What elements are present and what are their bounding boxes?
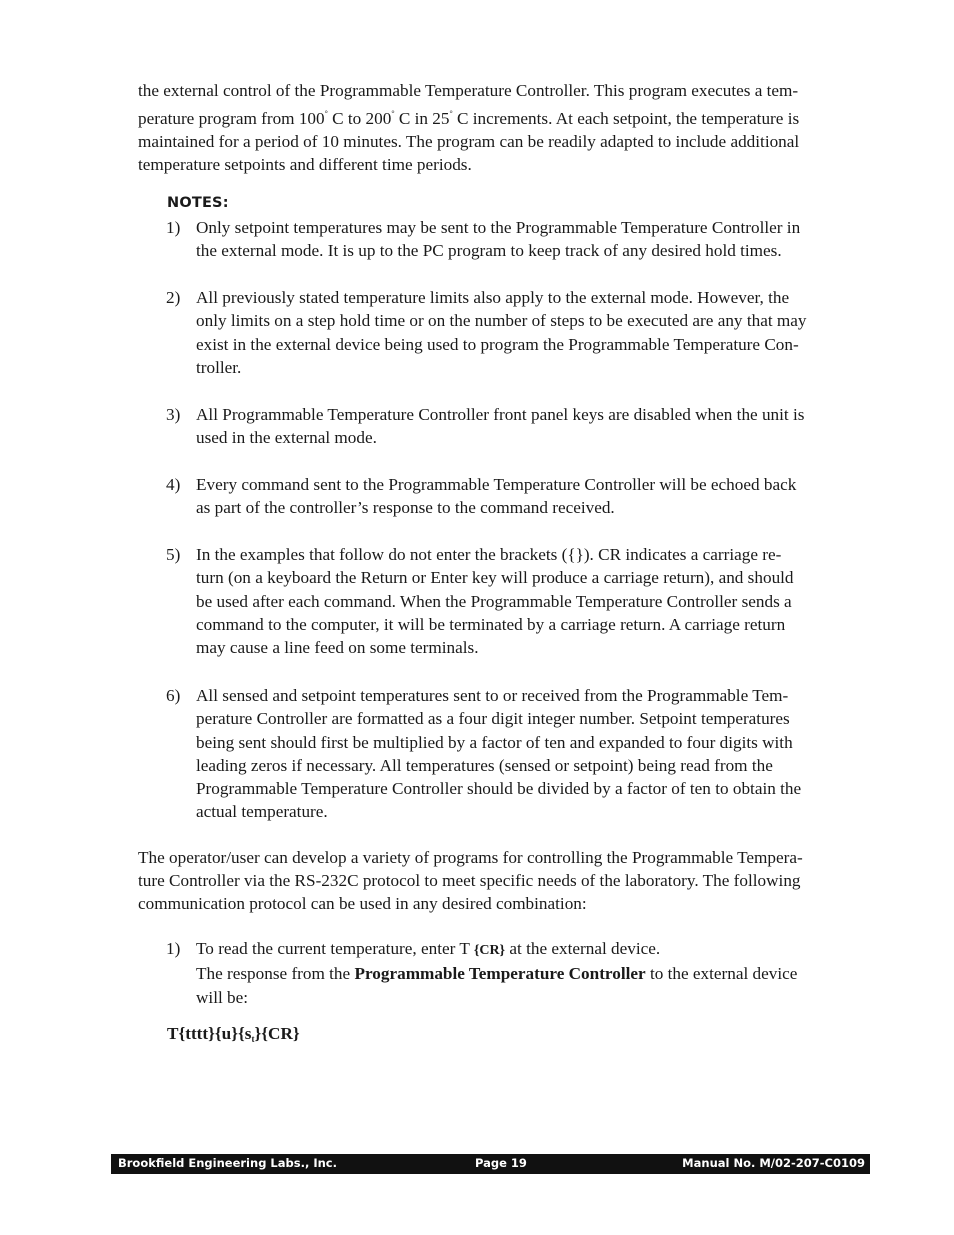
note-number: 1) bbox=[166, 218, 181, 237]
page-footer bbox=[111, 1154, 870, 1174]
protocol-intro-paragraph: The operator/user can develop a variety of programs for controlling the Programmable Tempera- ture Controller via the RS-232C protocol to meet specific needs of the laboratory. The following communication protocol can be used in any desired combination: bbox=[138, 848, 803, 913]
note-text: Every command sent to the Programmable Temperature Controller will be echoed back as part of the controller’s response to the command received. bbox=[196, 475, 797, 518]
intro-line-1: the external control of the Programmable Temperature Controller. This program executes a tem- bbox=[138, 81, 799, 100]
note-text: All Programmable Temperature Controller front panel keys are disabled when the unit is used in the external mode. bbox=[196, 405, 805, 448]
response-format-code: $T\{tttt\}\{u\}\{s_t\}\{CR\}$ bbox=[167, 1024, 300, 1044]
note-number: 5) bbox=[166, 545, 181, 564]
notes-heading: NOTES: bbox=[167, 195, 229, 211]
intro-paragraph bbox=[138, 79, 866, 176]
note-text: All previously stated temperature limits also apply to the external mode. However, the only limits on a step hold time or on the number of steps to be executed are any that may exist in the external device being used to program the Programmable Temperature Con- troller. bbox=[196, 288, 807, 377]
note-text: Only setpoint temperatures may be sent to the Programmable Temperature Controller in the external mode. It is up to the PC program to keep track of any desired hold times. bbox=[196, 218, 801, 261]
intro-line-2: perature program from 100° C to 200° C in 25° C increments. At each setpoint, the temperature is bbox=[138, 109, 800, 128]
intro-line-4: temperature setpoints and different time periods. bbox=[138, 155, 472, 174]
degree-symbol: ° bbox=[391, 109, 395, 118]
protocol-text: To read the current temperature, enter T {CR} at the external device. The response from the Programmable Temperature Controller to the external device will be: bbox=[196, 939, 798, 1007]
note-number: 6) bbox=[166, 686, 181, 705]
note-number: 3) bbox=[166, 405, 181, 424]
controller-name: Programmable Temperature Controller bbox=[354, 964, 646, 984]
degree-symbol: ° bbox=[449, 109, 453, 118]
protocol-number: 1) bbox=[166, 939, 181, 958]
footer-company: Brookfield Engineering Labs., Inc. bbox=[118, 1156, 337, 1170]
footer-page-number: Page 19 bbox=[475, 1156, 527, 1170]
intro-line-3: maintained for a period of 10 minutes. The program can be readily adapted to include additional bbox=[138, 132, 800, 151]
subscript-t: t bbox=[251, 1034, 255, 1044]
cr-code: {CR} bbox=[473, 943, 506, 958]
degree-symbol: ° bbox=[324, 109, 328, 118]
note-number: 4) bbox=[166, 475, 181, 494]
note-text: In the examples that follow do not enter the brackets ({}). CR indicates a carriage re- turn (on a keyboard the Return or Enter key will produce a carriage return), and should be used after each command. When the Programmable Temperature Controller sends a command to the computer, it will be terminated by a carriage return. A carriage return may cause a line feed on some terminals. bbox=[196, 545, 794, 658]
note-number: 2) bbox=[166, 288, 181, 307]
note-text: All sensed and setpoint temperatures sent to or received from the Programmable Tem- perature Controller are formatted as a four digit integer number. Setpoint temperatures being sent should first be multiplied by a factor of ten and expanded to four digits with leading zeros if necessary. All temperatures (sensed or setpoint) being read from the Programmable Temperature Controller should be divided by a factor of ten to obtain the actual temperature. bbox=[196, 686, 802, 822]
footer-manual-number: Manual No. M/02-207-C0109 bbox=[682, 1156, 865, 1170]
